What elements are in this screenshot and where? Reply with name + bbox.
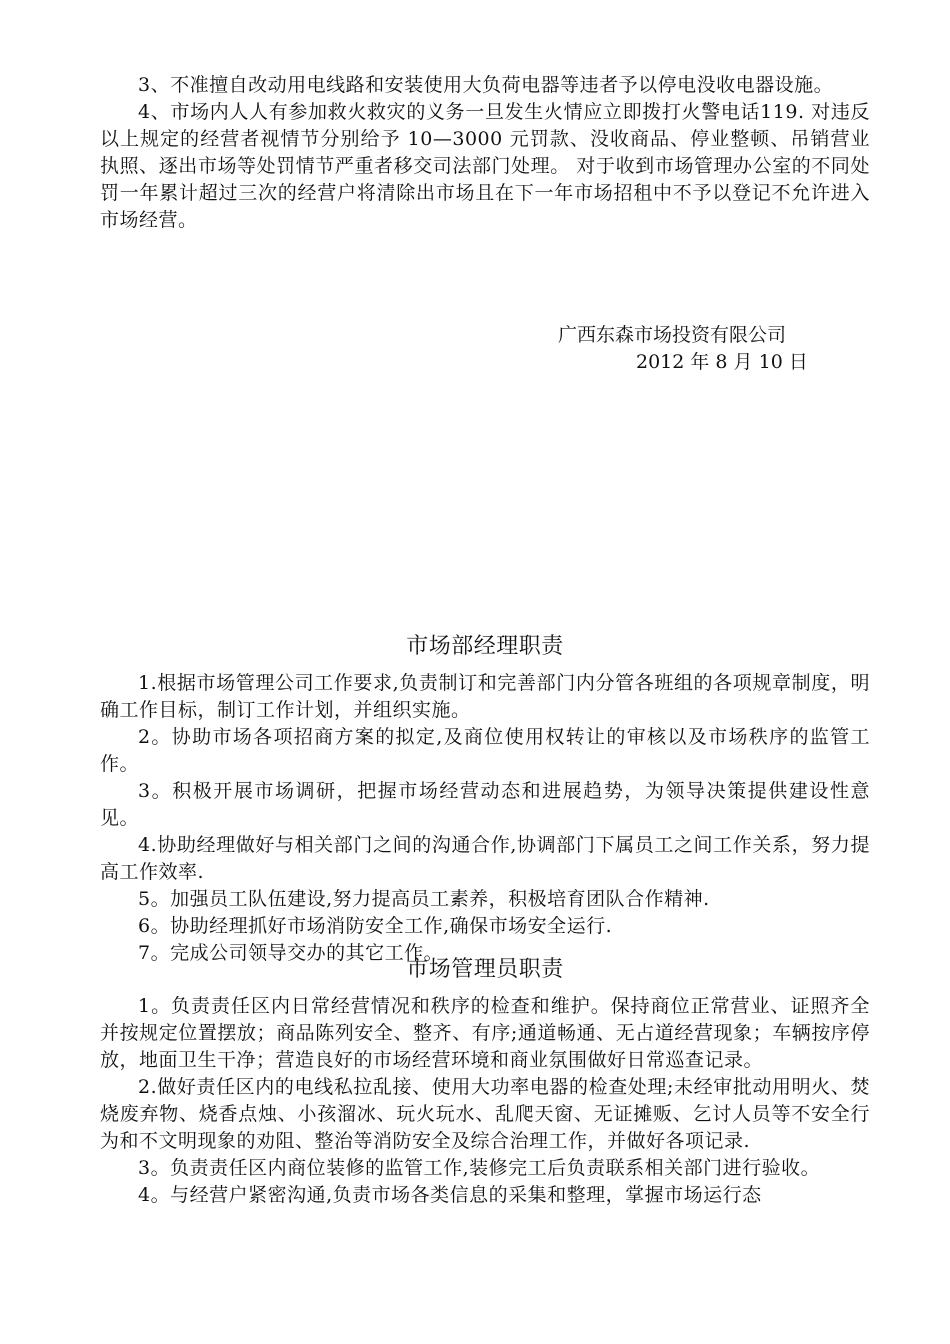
rule-paragraph-4: 4、市场内人人有参加救火救灾的义务一旦发生火情应立即拨打火警电话119. 对违反以上规定的经营者视情节分别给予 10—3000 元罚款、没收商品、停业整顿、吊销营业执照、逐出市场等处罚情节严重者移交司法部门处理。 对于收到市场管理办公室的不同处罚一年累计超过三次的经营户将清除出市场且在下一年市场招租中不予以登记不允许进入市场经营。 <box>100 101 870 231</box>
manager-duty-item: 6。协助经理抓好市场消防安全工作,确保市场安全运行. <box>138 915 613 937</box>
manager-duty-item: 2。协助市场各项招商方案的拟定,及商位使用权转让的审核以及市场秩序的监管工作。 <box>100 726 870 775</box>
manager-duty-item: 3。积极开展市场调研，把握市场经营动态和进展趋势，为领导决策提供建设性意见。 <box>100 780 870 829</box>
manager-duty-item: 5。加强员工队伍建设,努力提高员工素养，积极培育团队合作精神. <box>138 888 710 910</box>
manager-duty-item: 4.协助经理做好与相关部门之间的沟通合作,协调部门下属员工之间工作关系，努力提高工作效率. <box>100 834 870 883</box>
admin-duties-section <box>100 955 870 1209</box>
admin-duty-item: 3。负责责任区内商位装修的监管工作,装修完工后负责联系相关部门进行验收。 <box>138 1157 821 1179</box>
manager-duty-item: 1.根据市场管理公司工作要求,负责制订和完善部门内分管各班组的各项规章制度，明确工作目标，制订工作计划，并组织实施。 <box>100 672 870 721</box>
manager-duty-item: 7。完成公司领导交办的其它工作。 <box>138 942 444 964</box>
admin-duties-title: 市场管理员职责 <box>406 957 564 982</box>
top-rules-block <box>100 72 870 234</box>
signature-block <box>558 322 838 376</box>
admin-duty-item: 1。负责责任区内日常经营情况和秩序的检查和维护。保持商位正常营业、证照齐全并按规定位置摆放；商品陈列安全、整齐、有序;通道畅通、无占道经营现象；车辆按序停放，地面卫生干净；营造良好的市场经营环境和商业氛围做好日常巡查记录。 <box>100 995 870 1071</box>
signature-date: 2012 年 8 月 10 日 <box>636 351 808 373</box>
manager-duties-title: 市场部经理职责 <box>406 634 564 659</box>
rule-paragraph-3: 3、不准擅自改动用电线路和安装使用大负荷电器等违者予以停电没收电器设施。 <box>138 74 834 96</box>
admin-duty-item: 4。与经营户紧密沟通,负责市场各类信息的采集和整理，掌握市场运行态 <box>138 1184 762 1206</box>
manager-duties-section <box>100 632 870 967</box>
company-name: 广西东森市场投资有限公司 <box>558 324 787 346</box>
admin-duty-item: 2.做好责任区内的电线私拉乱接、使用大功率电器的检查处理;未经审批动用明火、焚烧废弃物、烧香点烛、小孩溜冰、玩火玩水、乱爬天窗、无证摊贩、乞讨人员等不安全行为和不文明现象的劝阻、整治等消防安全及综合治理工作，并做好各项记录. <box>100 1076 870 1152</box>
